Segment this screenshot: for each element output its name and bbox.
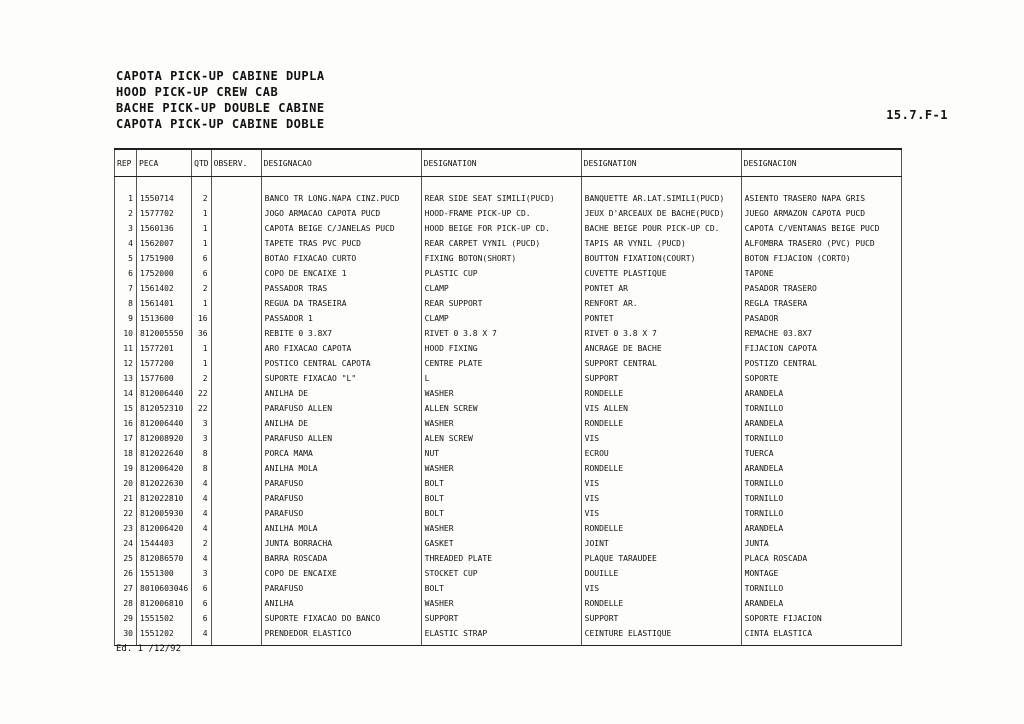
designation-en-cell: RIVET 0 3.8 X 7 <box>421 326 581 341</box>
observation-cell <box>211 251 261 266</box>
designation-fr-cell: VIS <box>581 431 741 446</box>
observation-cell <box>211 356 261 371</box>
designacion-cell: PLACA ROSCADA <box>741 551 901 566</box>
quantity-cell: 22 <box>192 401 211 416</box>
designation-fr-cell: RONDELLE <box>581 386 741 401</box>
designation-fr-cell: VIS <box>581 491 741 506</box>
quantity-cell: 2 <box>192 281 211 296</box>
table-row <box>115 386 902 401</box>
designation-en-cell: WASHER <box>421 596 581 611</box>
quantity-cell: 6 <box>192 611 211 626</box>
designation-fr-cell: DOUILLE <box>581 566 741 581</box>
table-row <box>115 401 902 416</box>
table-row <box>115 236 902 251</box>
designacao-cell: ANILHA DE <box>261 416 421 431</box>
designacion-cell: BOTON FIJACION (CORTO) <box>741 251 901 266</box>
quantity-cell: 1 <box>192 296 211 311</box>
designacao-cell: REBITE 0 3.8X7 <box>261 326 421 341</box>
rep-cell: 22 <box>115 506 137 521</box>
part-number-cell: 812086570 <box>137 551 192 566</box>
col-observ: OBSERV. <box>211 149 261 177</box>
designation-en-cell: CENTRE PLATE <box>421 356 581 371</box>
quantity-cell: 3 <box>192 416 211 431</box>
designacao-cell: ANILHA <box>261 596 421 611</box>
part-number-cell: 1513600 <box>137 311 192 326</box>
edition-date: Ed. 1 /12/92 <box>116 644 182 654</box>
rep-cell: 15 <box>115 401 137 416</box>
col-qtd: QTD <box>192 149 211 177</box>
designacao-cell: ARO FIXACAO CAPOTA <box>261 341 421 356</box>
observation-cell <box>211 177 261 207</box>
designation-en-cell: GASKET <box>421 536 581 551</box>
designation-fr-cell: RONDELLE <box>581 596 741 611</box>
designation-en-cell: WASHER <box>421 521 581 536</box>
part-number-cell: 812006420 <box>137 521 192 536</box>
designacao-cell: JOGO ARMACAO CAPOTA PUCD <box>261 206 421 221</box>
designacao-cell: COPO DE ENCAIXE <box>261 566 421 581</box>
designacao-cell: CAPOTA BEIGE C/JANELAS PUCD <box>261 221 421 236</box>
quantity-cell: 4 <box>192 551 211 566</box>
table-row <box>115 521 902 536</box>
designation-fr-cell: PLAQUE TARAUDEE <box>581 551 741 566</box>
designacao-cell: SUPORTE FIXACAO DO BANCO <box>261 611 421 626</box>
designacao-cell: TAPETE TRAS PVC PUCD <box>261 236 421 251</box>
title-spanish: CAPOTA PICK-UP CABINE DOBLE <box>116 117 325 131</box>
table-row <box>115 491 902 506</box>
table-row <box>115 596 902 611</box>
quantity-cell: 2 <box>192 177 211 207</box>
designacao-cell: PARAFUSO <box>261 476 421 491</box>
designation-fr-cell: TAPIS AR VYNIL (PUCD) <box>581 236 741 251</box>
observation-cell <box>211 311 261 326</box>
designacao-cell: PARAFUSO <box>261 506 421 521</box>
rep-cell: 25 <box>115 551 137 566</box>
designation-en-cell: CLAMP <box>421 281 581 296</box>
part-number-cell: 1561402 <box>137 281 192 296</box>
designation-fr-cell: RONDELLE <box>581 416 741 431</box>
designacion-cell: TORNILLO <box>741 431 901 446</box>
quantity-cell: 16 <box>192 311 211 326</box>
designacion-cell: ARANDELA <box>741 416 901 431</box>
observation-cell <box>211 206 261 221</box>
rep-cell: 12 <box>115 356 137 371</box>
designation-en-cell: SUPPORT <box>421 611 581 626</box>
designation-fr-cell: CUVETTE PLASTIQUE <box>581 266 741 281</box>
rep-cell: 28 <box>115 596 137 611</box>
designacion-cell: ARANDELA <box>741 596 901 611</box>
col-designacion: DESIGNACION <box>741 149 901 177</box>
quantity-cell: 1 <box>192 206 211 221</box>
designation-fr-cell: BOUTTON FIXATION(COURT) <box>581 251 741 266</box>
designacion-cell: ALFOMBRA TRASERO (PVC) PUCD <box>741 236 901 251</box>
designation-fr-cell: SUPPORT <box>581 371 741 386</box>
designacao-cell: PRENDEDOR ELASTICO <box>261 626 421 646</box>
part-number-cell: 1551300 <box>137 566 192 581</box>
table-row <box>115 206 902 221</box>
designacao-cell: PARAFUSO ALLEN <box>261 401 421 416</box>
rep-cell: 23 <box>115 521 137 536</box>
designacion-cell: FIJACION CAPOTA <box>741 341 901 356</box>
designation-en-cell: WASHER <box>421 461 581 476</box>
designation-fr-cell: JEUX D'ARCEAUX DE BACHE(PUCD) <box>581 206 741 221</box>
table-row <box>115 266 902 281</box>
designation-fr-cell: SUPPORT CENTRAL <box>581 356 741 371</box>
designation-en-cell: BOLT <box>421 506 581 521</box>
table-row <box>115 177 902 207</box>
table-row <box>115 611 902 626</box>
part-number-cell: 1551502 <box>137 611 192 626</box>
quantity-cell: 8 <box>192 446 211 461</box>
observation-cell <box>211 296 261 311</box>
designation-en-cell: WASHER <box>421 386 581 401</box>
designacao-cell: PARAFUSO <box>261 491 421 506</box>
quantity-cell: 36 <box>192 326 211 341</box>
quantity-cell: 1 <box>192 221 211 236</box>
observation-cell <box>211 596 261 611</box>
observation-cell <box>211 581 261 596</box>
observation-cell <box>211 326 261 341</box>
table-row <box>115 296 902 311</box>
table-row <box>115 446 902 461</box>
observation-cell <box>211 386 261 401</box>
designacion-cell: ARANDELA <box>741 521 901 536</box>
observation-cell <box>211 236 261 251</box>
designacao-cell: POSTICO CENTRAL CAPOTA <box>261 356 421 371</box>
part-number-cell: 812006420 <box>137 461 192 476</box>
rep-cell: 16 <box>115 416 137 431</box>
designacion-cell: CINTA ELASTICA <box>741 626 901 646</box>
title-english: HOOD PICK-UP CREW CAB <box>116 85 279 99</box>
part-number-cell: 812022640 <box>137 446 192 461</box>
rep-cell: 20 <box>115 476 137 491</box>
designacao-cell: PARAFUSO ALLEN <box>261 431 421 446</box>
designacion-cell: TORNILLO <box>741 491 901 506</box>
designacion-cell: SOPORTE FIJACION <box>741 611 901 626</box>
designacao-cell: PASSADOR 1 <box>261 311 421 326</box>
designacion-cell: TORNILLO <box>741 581 901 596</box>
table-header-row <box>115 149 902 177</box>
table-row <box>115 551 902 566</box>
rep-cell: 1 <box>115 177 137 207</box>
designacion-cell: PASADOR TRASERO <box>741 281 901 296</box>
designation-en-cell: NUT <box>421 446 581 461</box>
part-number-cell: 812005550 <box>137 326 192 341</box>
designation-fr-cell: JOINT <box>581 536 741 551</box>
part-number-cell: 8010603046 <box>137 581 192 596</box>
rep-cell: 8 <box>115 296 137 311</box>
designacion-cell: TUERCA <box>741 446 901 461</box>
designacion-cell: ASIENTO TRASERO NAPA GRIS <box>741 177 901 207</box>
rep-cell: 6 <box>115 266 137 281</box>
designation-en-cell: ALLEN SCREW <box>421 401 581 416</box>
observation-cell <box>211 431 261 446</box>
quantity-cell: 8 <box>192 461 211 476</box>
designation-fr-cell: RENFORT AR. <box>581 296 741 311</box>
observation-cell <box>211 506 261 521</box>
document-titles <box>116 68 325 132</box>
part-number-cell: 812022810 <box>137 491 192 506</box>
rep-cell: 17 <box>115 431 137 446</box>
designation-en-cell: BOLT <box>421 476 581 491</box>
table-row <box>115 476 902 491</box>
designation-fr-cell: SUPPORT <box>581 611 741 626</box>
designation-en-cell: THREADED PLATE <box>421 551 581 566</box>
designacion-cell: POSTIZO CENTRAL <box>741 356 901 371</box>
part-number-cell: 1562007 <box>137 236 192 251</box>
designation-en-cell: ELASTIC STRAP <box>421 626 581 646</box>
rep-cell: 2 <box>115 206 137 221</box>
title-french: BACHE PICK-UP DOUBLE CABINE <box>116 101 325 115</box>
designation-en-cell: STOCKET CUP <box>421 566 581 581</box>
rep-cell: 10 <box>115 326 137 341</box>
col-rep: REP <box>115 149 137 177</box>
table-row <box>115 416 902 431</box>
observation-cell <box>211 521 261 536</box>
designacion-cell: JUNTA <box>741 536 901 551</box>
rep-cell: 4 <box>115 236 137 251</box>
col-designation-fr: DESIGNATION <box>581 149 741 177</box>
table-row <box>115 251 902 266</box>
designation-en-cell: REAR CARPET VYNIL (PUCD) <box>421 236 581 251</box>
designacao-cell: PARAFUSO <box>261 581 421 596</box>
rep-cell: 3 <box>115 221 137 236</box>
designation-en-cell: PLASTIC CUP <box>421 266 581 281</box>
quantity-cell: 4 <box>192 491 211 506</box>
observation-cell <box>211 281 261 296</box>
designation-en-cell: L <box>421 371 581 386</box>
designation-en-cell: ALEN SCREW <box>421 431 581 446</box>
title-portuguese: CAPOTA PICK-UP CABINE DUPLA <box>116 69 325 83</box>
observation-cell <box>211 611 261 626</box>
table-row <box>115 506 902 521</box>
designation-en-cell: REAR SIDE SEAT SIMILI(PUCD) <box>421 177 581 207</box>
quantity-cell: 22 <box>192 386 211 401</box>
quantity-cell: 4 <box>192 476 211 491</box>
designation-fr-cell: VIS ALLEN <box>581 401 741 416</box>
designation-fr-cell: PONTET <box>581 311 741 326</box>
designacao-cell: BOTAO FIXACAO CURTO <box>261 251 421 266</box>
designation-en-cell: BOLT <box>421 581 581 596</box>
part-number-cell: 1551202 <box>137 626 192 646</box>
designation-en-cell: HOOD-FRAME PICK-UP CD. <box>421 206 581 221</box>
designation-fr-cell: BACHE BEIGE POUR PICK-UP CD. <box>581 221 741 236</box>
part-number-cell: 1577702 <box>137 206 192 221</box>
rep-cell: 14 <box>115 386 137 401</box>
designation-fr-cell: BANQUETTE AR.LAT.SIMILI(PUCD) <box>581 177 741 207</box>
observation-cell <box>211 461 261 476</box>
part-number-cell: 1752000 <box>137 266 192 281</box>
part-number-cell: 1544403 <box>137 536 192 551</box>
part-number-cell: 1560136 <box>137 221 192 236</box>
part-number-cell: 1751900 <box>137 251 192 266</box>
rep-cell: 5 <box>115 251 137 266</box>
designacao-cell: ANILHA MOLA <box>261 461 421 476</box>
quantity-cell: 4 <box>192 506 211 521</box>
quantity-cell: 3 <box>192 431 211 446</box>
rep-cell: 21 <box>115 491 137 506</box>
rep-cell: 13 <box>115 371 137 386</box>
parts-table-body <box>115 177 902 646</box>
observation-cell <box>211 266 261 281</box>
observation-cell <box>211 476 261 491</box>
designacao-cell: BANCO TR LONG.NAPA CINZ.PUCD <box>261 177 421 207</box>
designacion-cell: CAPOTA C/VENTANAS BEIGE PUCD <box>741 221 901 236</box>
designation-en-cell: BOLT <box>421 491 581 506</box>
observation-cell <box>211 566 261 581</box>
designacao-cell: JUNTA BORRACHA <box>261 536 421 551</box>
observation-cell <box>211 371 261 386</box>
designacao-cell: ANILHA MOLA <box>261 521 421 536</box>
table-row <box>115 461 902 476</box>
table-row <box>115 326 902 341</box>
designation-en-cell: REAR SUPPORT <box>421 296 581 311</box>
designation-fr-cell: RIVET 0 3.8 X 7 <box>581 326 741 341</box>
part-number-cell: 812006440 <box>137 416 192 431</box>
observation-cell <box>211 491 261 506</box>
col-peca: PECA <box>137 149 192 177</box>
part-number-cell: 812006810 <box>137 596 192 611</box>
quantity-cell: 1 <box>192 236 211 251</box>
observation-cell <box>211 221 261 236</box>
table-row <box>115 581 902 596</box>
quantity-cell: 1 <box>192 356 211 371</box>
table-row <box>115 341 902 356</box>
col-designacao: DESIGNACAO <box>261 149 421 177</box>
designation-fr-cell: VIS <box>581 476 741 491</box>
rep-cell: 29 <box>115 611 137 626</box>
rep-cell: 9 <box>115 311 137 326</box>
designacion-cell: ARANDELA <box>741 386 901 401</box>
designation-en-cell: WASHER <box>421 416 581 431</box>
quantity-cell: 2 <box>192 371 211 386</box>
designacion-cell: SOPORTE <box>741 371 901 386</box>
rep-cell: 7 <box>115 281 137 296</box>
part-number-cell: 1577200 <box>137 356 192 371</box>
col-designation-en: DESIGNATION <box>421 149 581 177</box>
table-row <box>115 356 902 371</box>
designacion-cell: JUEGO ARMAZON CAPOTA PUCD <box>741 206 901 221</box>
quantity-cell: 6 <box>192 596 211 611</box>
designacion-cell: REMACHE 03.8X7 <box>741 326 901 341</box>
designacion-cell: MONTAGE <box>741 566 901 581</box>
table-row <box>115 221 902 236</box>
rep-cell: 27 <box>115 581 137 596</box>
rep-cell: 26 <box>115 566 137 581</box>
designacao-cell: REGUA DA TRASEIRA <box>261 296 421 311</box>
designation-fr-cell: PONTET AR <box>581 281 741 296</box>
table-row <box>115 566 902 581</box>
table-row <box>115 536 902 551</box>
part-number-cell: 1561401 <box>137 296 192 311</box>
designation-fr-cell: ECROU <box>581 446 741 461</box>
designacion-cell: PASADOR <box>741 311 901 326</box>
designacion-cell: TORNILLO <box>741 401 901 416</box>
observation-cell <box>211 416 261 431</box>
table-row <box>115 431 902 446</box>
quantity-cell: 4 <box>192 626 211 646</box>
rep-cell: 19 <box>115 461 137 476</box>
designation-en-cell: HOOD BEIGE FOR PICK-UP CD. <box>421 221 581 236</box>
designation-fr-cell: ANCRAGE DE BACHE <box>581 341 741 356</box>
page-reference: 15.7.F-1 <box>886 108 948 122</box>
rep-cell: 18 <box>115 446 137 461</box>
designation-fr-cell: VIS <box>581 581 741 596</box>
designacao-cell: COPO DE ENCAIXE 1 <box>261 266 421 281</box>
rep-cell: 11 <box>115 341 137 356</box>
designation-fr-cell: CEINTURE ELASTIQUE <box>581 626 741 646</box>
table-row <box>115 311 902 326</box>
designacion-cell: TORNILLO <box>741 476 901 491</box>
table-row <box>115 626 902 646</box>
observation-cell <box>211 341 261 356</box>
quantity-cell: 3 <box>192 566 211 581</box>
designacion-cell: TORNILLO <box>741 506 901 521</box>
part-number-cell: 1577600 <box>137 371 192 386</box>
observation-cell <box>211 626 261 646</box>
designation-en-cell: CLAMP <box>421 311 581 326</box>
part-number-cell: 1577201 <box>137 341 192 356</box>
designation-en-cell: FIXING BOTON(SHORT) <box>421 251 581 266</box>
quantity-cell: 6 <box>192 251 211 266</box>
rep-cell: 30 <box>115 626 137 646</box>
designacion-cell: ARANDELA <box>741 461 901 476</box>
designacao-cell: ANILHA DE <box>261 386 421 401</box>
designation-fr-cell: VIS <box>581 506 741 521</box>
designation-en-cell: HOOD FIXING <box>421 341 581 356</box>
quantity-cell: 4 <box>192 521 211 536</box>
quantity-cell: 6 <box>192 266 211 281</box>
part-number-cell: 812008920 <box>137 431 192 446</box>
quantity-cell: 2 <box>192 536 211 551</box>
observation-cell <box>211 536 261 551</box>
designacion-cell: REGLA TRASERA <box>741 296 901 311</box>
parts-table <box>114 148 902 646</box>
designacion-cell: TAPONE <box>741 266 901 281</box>
designation-fr-cell: RONDELLE <box>581 461 741 476</box>
rep-cell: 24 <box>115 536 137 551</box>
designacao-cell: PORCA MAMA <box>261 446 421 461</box>
designacao-cell: PASSADOR TRAS <box>261 281 421 296</box>
observation-cell <box>211 551 261 566</box>
part-number-cell: 812005930 <box>137 506 192 521</box>
designacao-cell: SUPORTE FIXACAO "L" <box>261 371 421 386</box>
table-row <box>115 281 902 296</box>
designacao-cell: BARRA ROSCADA <box>261 551 421 566</box>
quantity-cell: 1 <box>192 341 211 356</box>
part-number-cell: 812006440 <box>137 386 192 401</box>
designation-fr-cell: RONDELLE <box>581 521 741 536</box>
part-number-cell: 1550714 <box>137 177 192 207</box>
table-row <box>115 371 902 386</box>
quantity-cell: 6 <box>192 581 211 596</box>
observation-cell <box>211 401 261 416</box>
observation-cell <box>211 446 261 461</box>
part-number-cell: 812022630 <box>137 476 192 491</box>
part-number-cell: 812052310 <box>137 401 192 416</box>
